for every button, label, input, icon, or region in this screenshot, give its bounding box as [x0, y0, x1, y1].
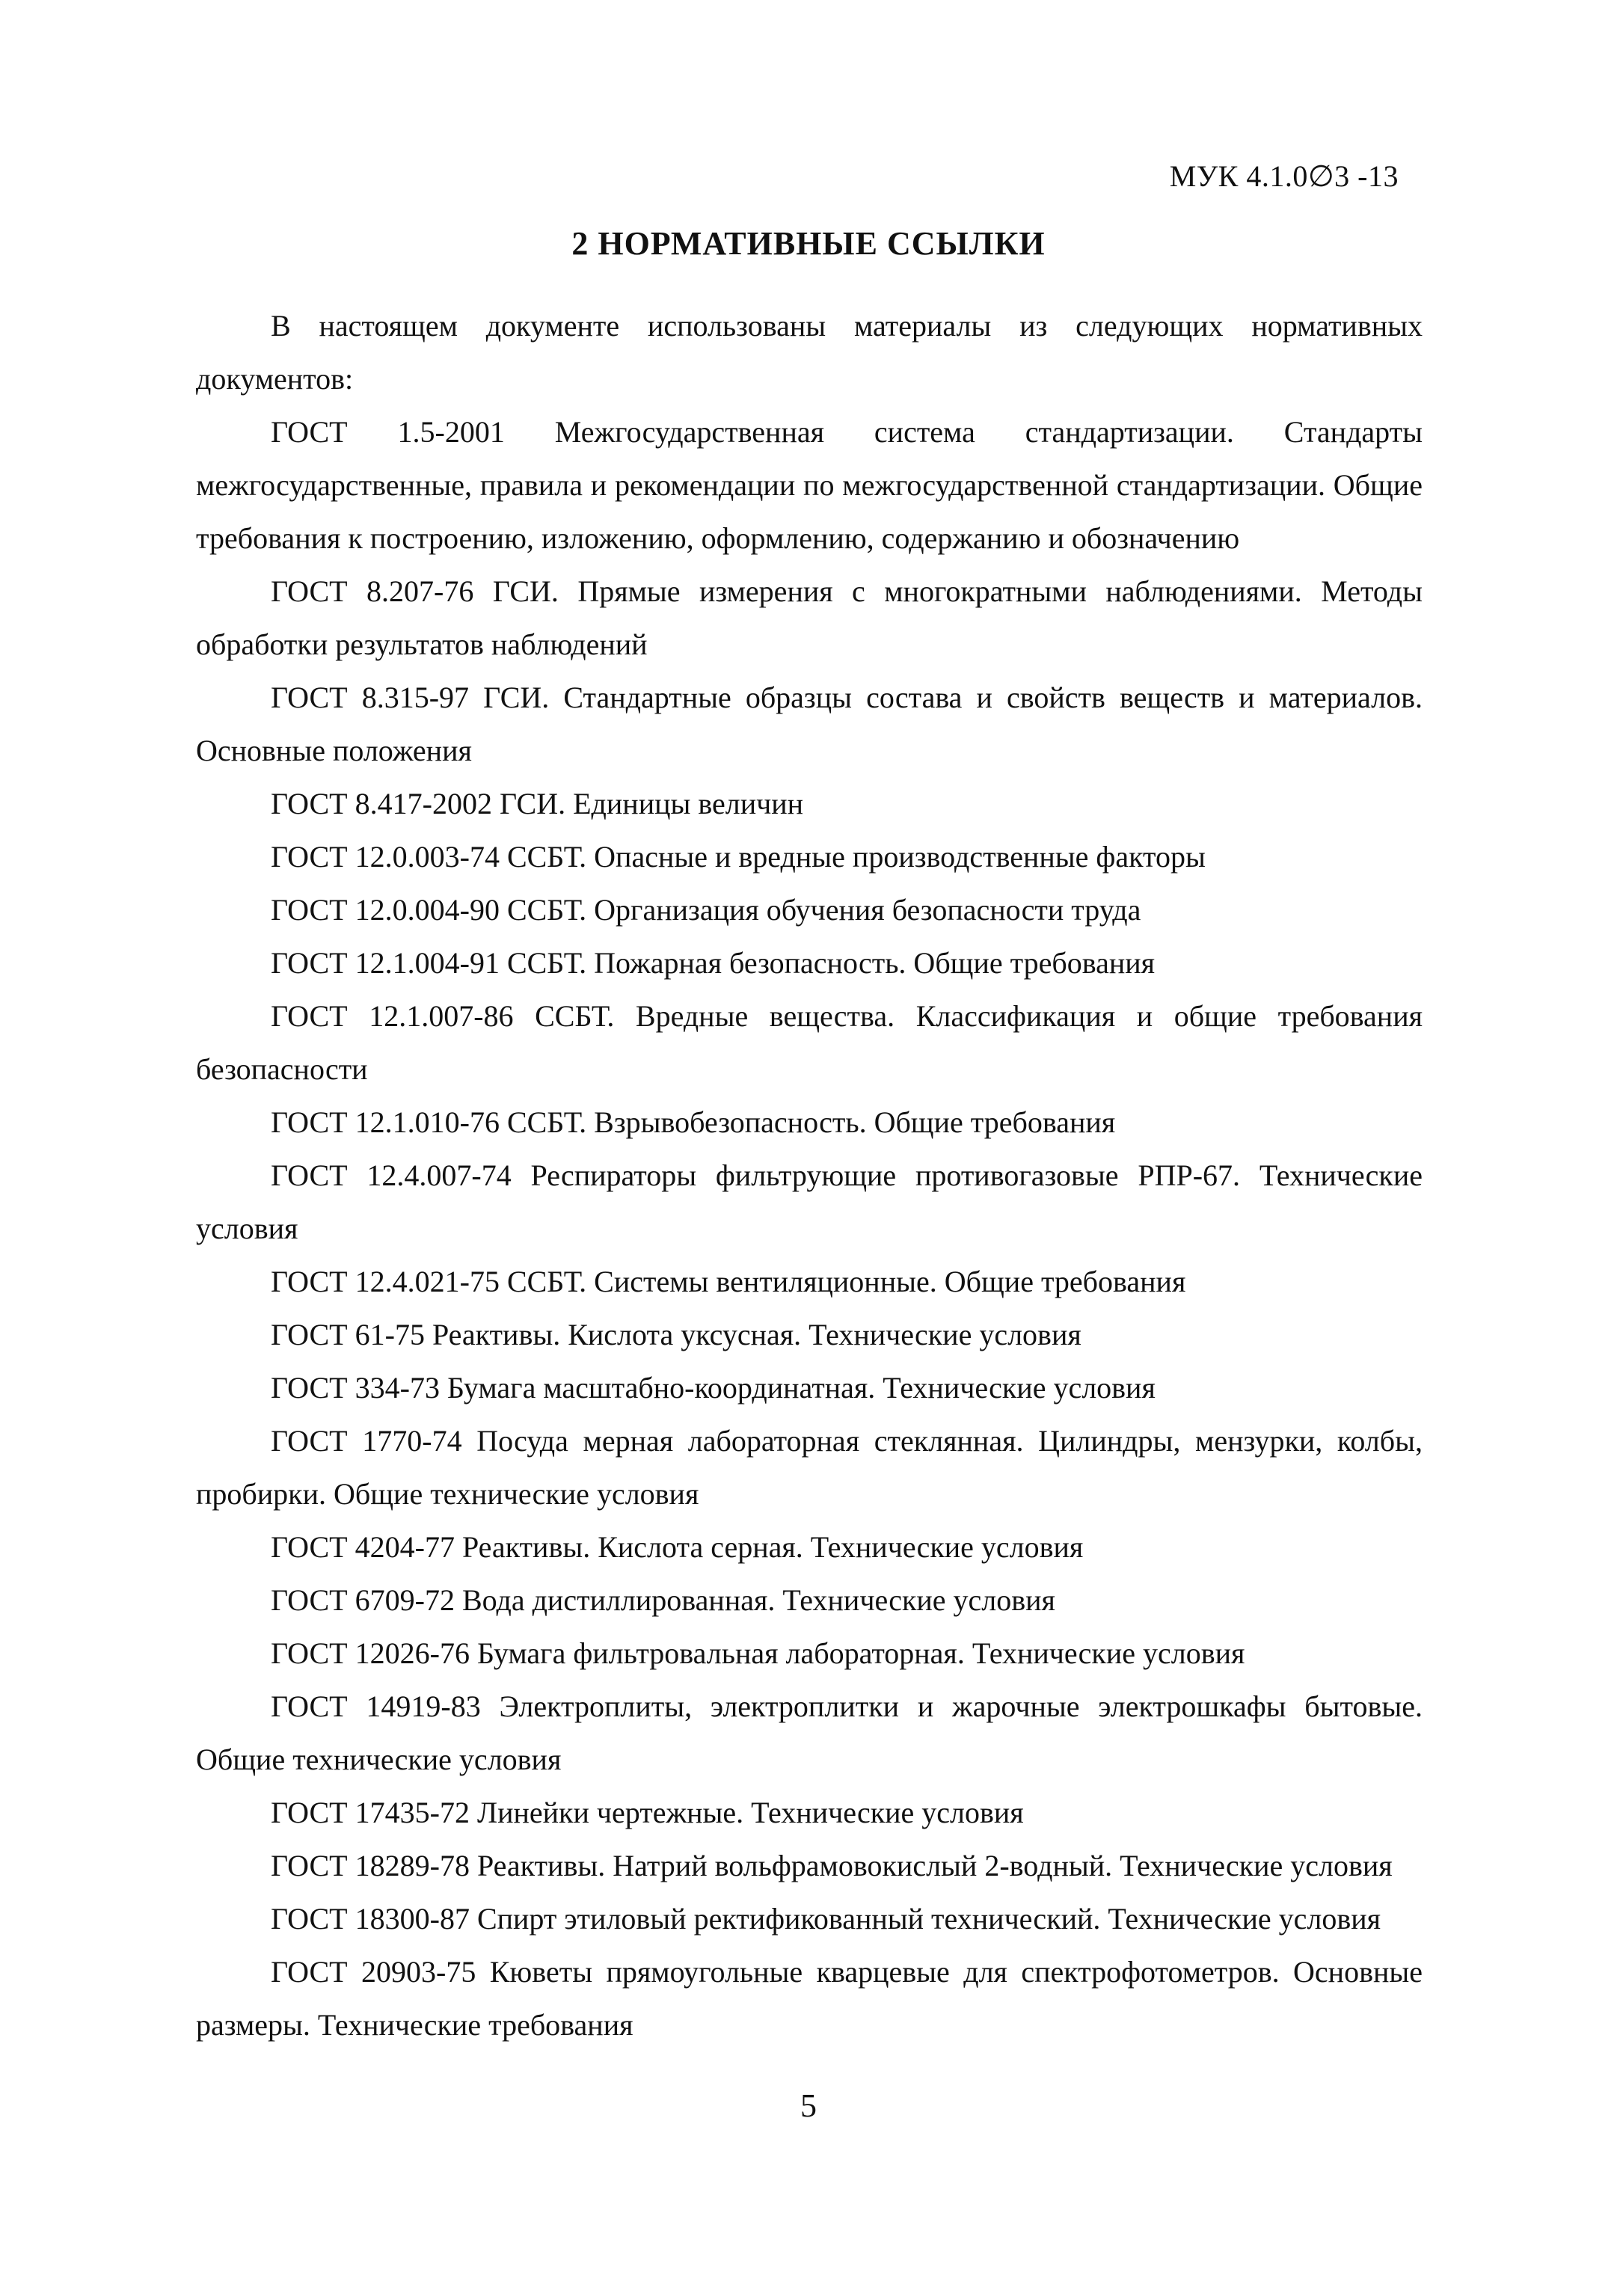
- section-title: 2 НОРМАТИВНЫЕ ССЫЛКИ: [571, 225, 1046, 262]
- reference-item: ГОСТ 12.1.004-91 ССБТ. Пожарная безопасность. Общие требования: [271, 946, 1156, 980]
- reference-item: ГОСТ 12.4.007-74 Респираторы фильтрующие противогазовые РПР-67. Технические условия: [196, 1158, 1423, 1245]
- reference-item: ГОСТ 12.1.010-76 ССБТ. Взрывобезопасность. Общие требования: [271, 1105, 1116, 1139]
- reference-item: ГОСТ 12.4.021-75 ССБТ. Системы вентиляционные. Общие требования: [271, 1265, 1186, 1298]
- reference-item: ГОСТ 6709-72 Вода дистиллированная. Технические условия: [271, 1583, 1055, 1617]
- references-body: [196, 299, 1423, 2051]
- reference-item: ГОСТ 1770-74 Посуда мерная лабораторная стеклянная. Цилиндры, мензурки, колбы, пробирки. Общие технические условия: [196, 1424, 1423, 1511]
- reference-item: ГОСТ 61-75 Реактивы. Кислота уксусная. Технические условия: [271, 1318, 1081, 1351]
- intro-paragraph: В настоящем документе использованы материалы из следующих нормативных документов:: [196, 309, 1423, 396]
- reference-item: ГОСТ 12.1.007-86 ССБТ. Вредные вещества. Классификация и общие требования безопасности: [196, 999, 1423, 1086]
- reference-item: ГОСТ 8.315-97 ГСИ. Стандартные образцы состава и свойств веществ и материалов. Основные положения: [196, 681, 1423, 767]
- reference-item: ГОСТ 20903-75 Кюветы прямоугольные кварцевые для спектрофотометров. Основные размеры. Технические требования: [196, 1955, 1423, 2042]
- reference-item: ГОСТ 4204-77 Реактивы. Кислота серная. Технические условия: [271, 1530, 1084, 1564]
- reference-item: ГОСТ 12.0.004-90 ССБТ. Организация обучения безопасности труда: [271, 893, 1141, 927]
- page-number: 5: [800, 2087, 817, 2124]
- reference-list: [196, 405, 1423, 2051]
- reference-item: ГОСТ 14919-83 Электроплиты, электроплитки и жарочные электрошкафы бытовые. Общие технические условия: [196, 1689, 1423, 1776]
- document-code: МУК 4.1.0∅3 -13: [1169, 159, 1399, 193]
- reference-item: ГОСТ 18289-78 Реактивы. Натрий вольфрамовокислый 2-водный. Технические условия: [271, 1849, 1393, 1882]
- reference-item: ГОСТ 1.5-2001 Межгосударственная система стандартизации. Стандарты межгосударственные, правила и рекомендации по межгосударственной стандартизации. Общие требования к построению, изложению, оформлению, содержанию и обозначению: [196, 415, 1423, 555]
- reference-item: ГОСТ 334-73 Бумага масштабно-координатная. Технические условия: [271, 1371, 1156, 1405]
- reference-item: ГОСТ 8.417-2002 ГСИ. Единицы величин: [271, 787, 804, 820]
- reference-item: ГОСТ 12026-76 Бумага фильтровальная лабораторная. Технические условия: [271, 1636, 1245, 1670]
- reference-item: ГОСТ 12.0.003-74 ССБТ. Опасные и вредные производственные факторы: [271, 840, 1206, 874]
- reference-item: ГОСТ 18300-87 Спирт этиловый ректификованный технический. Технические условия: [271, 1902, 1381, 1936]
- reference-item: ГОСТ 17435-72 Линейки чертежные. Технические условия: [271, 1796, 1024, 1829]
- reference-item: ГОСТ 8.207-76 ГСИ. Прямые измерения с многократными наблюдениями. Методы обработки результатов наблюдений: [196, 574, 1423, 661]
